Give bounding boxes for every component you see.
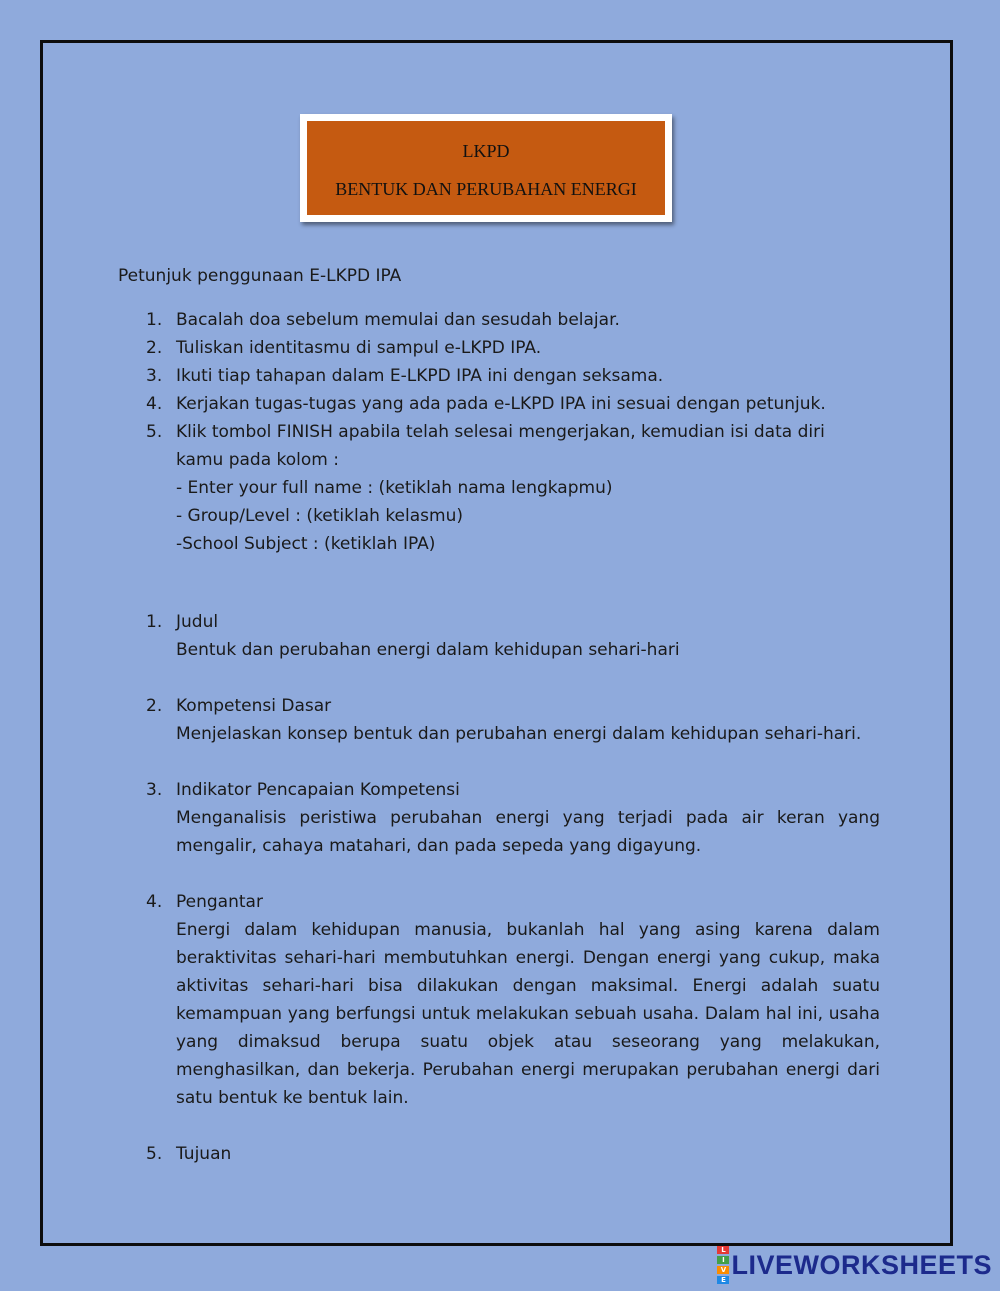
section-body: Energi dalam kehidupan manusia, bukanlah hal yang asing karena dalam beraktivitas sehari-hari membutuhkan energi. Dengan energi yang cukup, maka aktivitas sehari-hari bisa dilakukan dengan maksimal. Energi adalah suatu kemampuan yang berfungsi untuk melakukan sebuah usaha. Dalam hal ini, usaha yang dimaksud berupa suatu objek atau seseorang yang melakukan, menghasilkan, dan bekerja. Perubahan energi merupakan perubahan energi dari satu bentuk ke bentuk lain. bbox=[176, 920, 880, 1108]
section-title: Kompetensi Dasar bbox=[176, 696, 332, 716]
title-line-1: LKPD bbox=[462, 141, 510, 161]
section-indikator bbox=[146, 776, 880, 860]
instructions-heading: Petunjuk penggunaan E-LKPD IPA bbox=[118, 266, 402, 286]
list-item bbox=[146, 418, 866, 558]
item-number: 3. bbox=[146, 366, 163, 386]
list-item bbox=[146, 362, 866, 390]
item-text: Tuliskan identitasmu di sampul e-LKPD IPA. bbox=[176, 338, 542, 358]
logo-icon bbox=[717, 1245, 729, 1285]
section-title: Pengantar bbox=[176, 892, 263, 912]
sub-item-subject: -School Subject : (ketiklah IPA) bbox=[176, 534, 436, 554]
section-tujuan bbox=[146, 1140, 880, 1168]
item-number: 1. bbox=[146, 310, 163, 330]
logo-block-v: V bbox=[717, 1266, 729, 1274]
section-body: Bentuk dan perubahan energi dalam kehidupan sehari-hari bbox=[176, 640, 680, 660]
list-item bbox=[146, 306, 866, 334]
section-body: Menganalisis peristiwa perubahan energi yang terjadi pada air keran yang mengalir, cahaya matahari, dan pada sepeda yang digayung. bbox=[176, 808, 880, 856]
section-pengantar bbox=[146, 888, 880, 1112]
section-kompetensi-dasar bbox=[146, 692, 880, 748]
item-text: Bacalah doa sebelum memulai dan sesudah belajar. bbox=[176, 310, 620, 330]
section-body: Menjelaskan konsep bentuk dan perubahan energi dalam kehidupan sehari-hari. bbox=[176, 724, 862, 744]
item-number: 4. bbox=[146, 394, 163, 414]
logo-block-i: I bbox=[717, 1256, 729, 1264]
logo-block-e: E bbox=[717, 1276, 729, 1284]
title-box bbox=[300, 114, 672, 222]
section-number: 3. bbox=[146, 780, 163, 800]
logo-block-l: L bbox=[717, 1246, 729, 1254]
list-item bbox=[146, 390, 866, 418]
item-number: 2. bbox=[146, 338, 163, 358]
title-banner bbox=[307, 121, 665, 215]
section-title: Judul bbox=[176, 612, 219, 632]
title-line-2: BENTUK DAN PERUBAHAN ENERGI bbox=[335, 179, 637, 199]
section-number: 5. bbox=[146, 1144, 163, 1164]
section-number: 2. bbox=[146, 696, 163, 716]
logo-text: LIVEWORKSHEETS bbox=[731, 1249, 992, 1280]
section-title: Tujuan bbox=[176, 1144, 232, 1164]
sub-item-group: - Group/Level : (ketiklah kelasmu) bbox=[176, 506, 463, 526]
section-judul bbox=[146, 608, 880, 664]
list-item bbox=[146, 334, 866, 362]
instructions-list bbox=[146, 306, 866, 558]
item-text: Kerjakan tugas-tugas yang ada pada e-LKPD IPA ini sesuai dengan petunjuk. bbox=[176, 394, 826, 414]
sections-list bbox=[146, 608, 880, 1196]
section-number: 1. bbox=[146, 612, 163, 632]
item-text: Ikuti tiap tahapan dalam E-LKPD IPA ini dengan seksama. bbox=[176, 366, 664, 386]
section-title: Indikator Pencapaian Kompetensi bbox=[176, 780, 460, 800]
sub-item-name: - Enter your full name : (ketiklah nama lengkapmu) bbox=[176, 478, 613, 498]
item-number: 5. bbox=[146, 422, 163, 442]
item-text: Klik tombol FINISH apabila telah selesai mengerjakan, kemudian isi data diri kamu pada kolom : bbox=[176, 422, 825, 470]
section-number: 4. bbox=[146, 892, 163, 912]
liveworksheets-logo bbox=[717, 1245, 992, 1285]
